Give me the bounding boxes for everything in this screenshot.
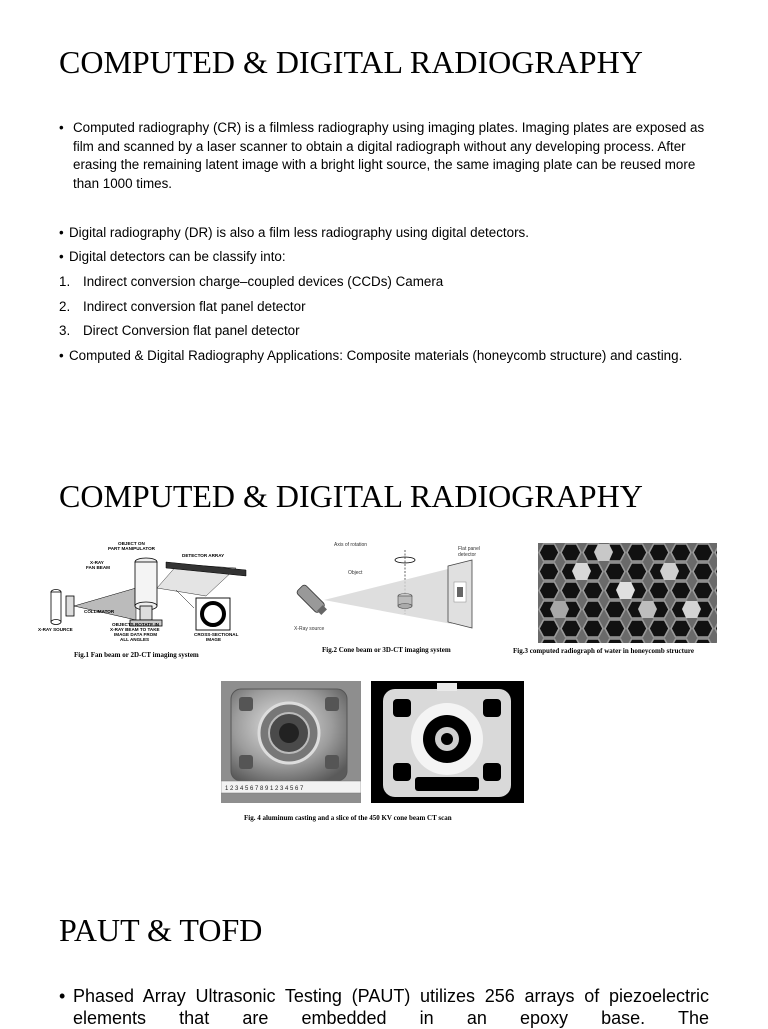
bullet-text: Digital detectors can be classify into: — [69, 249, 286, 264]
label-flat-panel-2: detector — [458, 552, 477, 558]
bullet-paut — [59, 985, 709, 1029]
label-flat-panel: Flat panel — [458, 546, 480, 552]
label-object: OBJECT ON — [118, 541, 145, 546]
fig1-caption: Fig.1 Fan beam or 2D-CT imaging system — [74, 651, 199, 659]
bullet-digital-radiography — [59, 224, 709, 243]
label-xray-fan: X-RAY — [90, 560, 104, 565]
fig4-caption: Fig. 4 aluminum casting and a slice of the 450 KV cone beam CT scan — [244, 814, 452, 822]
fig2-caption: Fig.2 Cone beam or 3D-CT imaging system — [322, 646, 451, 654]
label-detector-array: DETECTOR ARRAY — [182, 553, 225, 558]
label-object-2: PART MANIPULATOR — [108, 546, 155, 551]
list-item-text: Direct Conversion flat panel detector — [83, 323, 300, 338]
bullet-text: Digital radiography (DR) is also a film less radiography using digital detectors. — [69, 225, 529, 240]
fig3-honeycomb-radiograph — [538, 543, 717, 643]
fig4-aluminum-casting-photo — [221, 681, 361, 803]
list-item-detector-3 — [59, 322, 709, 341]
list-item-text: Indirect conversion charge–coupled devices (CCDs) Camera — [83, 274, 444, 289]
bullet-mark: • — [59, 348, 64, 363]
ruler-numbers: 1 2 3 4 5 6 7 8 9 1 2 3 4 5 6 7 — [225, 786, 304, 792]
fig2-cone-beam-diagram — [290, 538, 490, 644]
list-item-detector-2 — [59, 298, 709, 317]
bullet-mark: • — [59, 120, 64, 135]
label-rotate-3: IMAGE DATA FROM — [114, 632, 158, 637]
slide-title-paut-tofd: PAUT & TOFD — [59, 912, 263, 948]
list-number: 3. — [59, 323, 71, 338]
bullet-text: Phased Array Ultrasonic Testing (PAUT) utilizes 256 arrays of piezoelectric elements that are embedded in an epoxy base. The — [73, 986, 709, 1028]
label-object: Object — [348, 570, 363, 576]
label-rotate-4: ALL ANGLES — [120, 637, 150, 642]
list-number: 1. — [59, 274, 71, 289]
slide-title-computed-digital-1: COMPUTED & DIGITAL RADIOGRAPHY — [59, 44, 643, 80]
label-xray-fan-2: FAN BEAM — [86, 565, 110, 570]
bullet-computed-radiography — [59, 119, 709, 193]
bullet-applications — [59, 347, 709, 366]
list-item-text: Indirect conversion flat panel detector — [83, 299, 306, 314]
label-cross-sectional: CROSS-SECTIONAL — [194, 632, 239, 637]
bullet-detector-classify — [59, 248, 709, 267]
list-number: 2. — [59, 299, 71, 314]
bullet-mark: • — [59, 225, 64, 240]
list-item-detector-1 — [59, 273, 709, 292]
label-cross-sectional-2: IMAGE — [206, 637, 222, 642]
bullet-mark: • — [59, 986, 66, 1006]
bullet-text: Computed radiography (CR) is a filmless radiography using imaging plates. Imaging plates are exposed as film and scanned by a laser scanner to obtain a digital radiograph without any developing process. After erasing the remaining latent image with a bright light source, the same imaging plate can be reused more than 1000 times. — [73, 120, 705, 191]
label-rotate-1: OBJECTS ROTATE IN — [112, 622, 160, 627]
slide-title-computed-digital-2: COMPUTED & DIGITAL RADIOGRAPHY — [59, 478, 643, 514]
label-rotate-2: X-RAY BEAM TO TAKE — [110, 627, 160, 632]
fig1-fan-beam-diagram — [36, 540, 266, 648]
label-xray-source: X-Ray source — [294, 626, 325, 632]
label-axis-rotation: Axis of rotation — [334, 542, 368, 548]
label-xray-source: X-RAY SOURCE — [38, 627, 73, 632]
bullet-text: Computed & Digital Radiography Applications: Composite materials (honeycomb structure) and casting. — [69, 348, 683, 363]
label-collimator: COLLIMATOR — [84, 609, 115, 614]
fig3-caption: Fig.3 computed radiograph of water in honeycomb structure — [513, 647, 694, 655]
bullet-mark: • — [59, 249, 64, 264]
fig4-ct-scan-slice — [371, 681, 524, 803]
